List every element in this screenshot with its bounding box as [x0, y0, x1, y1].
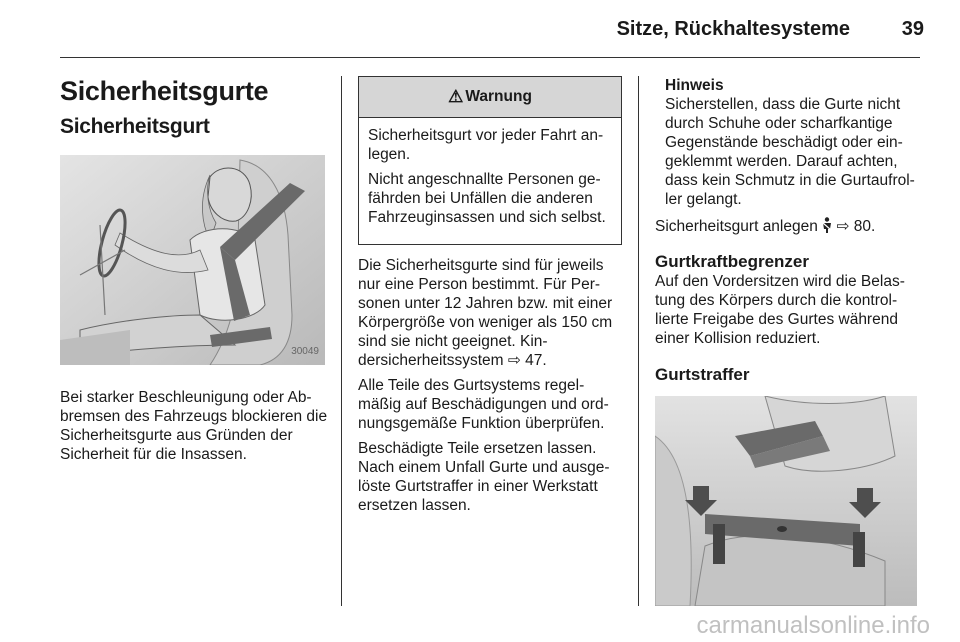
- running-header-title: Sitze, Rückhaltesysteme: [616, 18, 850, 40]
- seatbelt-driver-illustration: [60, 155, 325, 365]
- heading-belt-force-limiter: Gurtkraftbegrenzer: [655, 252, 809, 271]
- column-divider-1: [341, 76, 342, 606]
- column-divider-2: [638, 76, 639, 606]
- body-text-1: Die Sicherheitsgurte sind für jeweils nur eine Person bestimmt. Für Per-sonen unter 12 Jahren bzw. mit einer Körpergröße von weniger als 150 cm sind sie nicht geeignet. Kin-dersicherheitssystem ⇨ 47.: [358, 257, 613, 369]
- column-3: [655, 76, 923, 606]
- header-rule: [60, 57, 920, 58]
- note-text: Sicherstellen, dass die Gurte nicht durch Schuhe oder scharfkantige Gegenstände beschädigt oder ein-geklemmt werden. Darauf achten, dass kein Schmutz in die Gurtaufrol-ler gelangt.: [665, 96, 915, 208]
- warning-text-2: Nicht angeschnallte Personen ge-fährden bei Unfällen die anderen Fahrzeuginsassen und sich selbst.: [368, 171, 606, 226]
- heading-belt-tensioner: Gurtstraffer: [655, 365, 750, 384]
- belt-tensioner-illustration: [655, 396, 917, 606]
- limiter-text: Auf den Vordersitzen wird die Belas-tung des Körpers durch die kontrol-lierte Freigabe des Gurtes während einer Kollision reduziert.: [655, 273, 905, 347]
- body-text-3: Beschädigte Teile ersetzen lassen. Nach einem Unfall Gurte und ausge-löste Gurtstraffer in einer Werkstatt ersetzen lassen.: [358, 440, 610, 514]
- warning-triangle-icon: ⚠: [448, 87, 464, 106]
- seatbelt-icon: [822, 217, 832, 238]
- warning-text-1: Sicherheitsgurt vor jeder Fahrt an-legen.: [368, 127, 604, 163]
- fasten-text: Sicherheitsgurt anlegen: [655, 218, 818, 235]
- warning-box: [358, 76, 622, 245]
- body-text: Bei starker Beschleunigung oder Ab-bremsen des Fahrzeugs blockieren die Sicherheitsgurte aus Gründen der Sicherheit für die Insassen.: [60, 389, 328, 463]
- body-text-2: Alle Teile des Gurtsystems regel-mäßig auf Beschädigungen und ord-nungsgemäße Funktion überprüfen.: [358, 377, 609, 432]
- page-number: 39: [901, 18, 924, 40]
- fasten-instruction: [655, 217, 923, 238]
- column-1: [60, 76, 328, 470]
- section-heading: Sicherheitsgurte: [60, 76, 269, 106]
- figure-number: 30049: [291, 346, 319, 357]
- warning-title: Warnung: [465, 88, 532, 105]
- warning-header: [359, 77, 621, 118]
- watermark: carmanualsonline.info: [696, 612, 930, 639]
- driver-seatbelt-drawing: [60, 155, 325, 365]
- subsection-heading: Sicherheitsgurt: [60, 115, 210, 138]
- column-2: [358, 256, 624, 521]
- page-reference: ⇨ 80.: [836, 218, 876, 235]
- note-title: Hinweis: [665, 77, 724, 94]
- note-block: [655, 76, 923, 209]
- belt-tensioner-drawing: [655, 396, 917, 606]
- warning-body: [359, 118, 621, 241]
